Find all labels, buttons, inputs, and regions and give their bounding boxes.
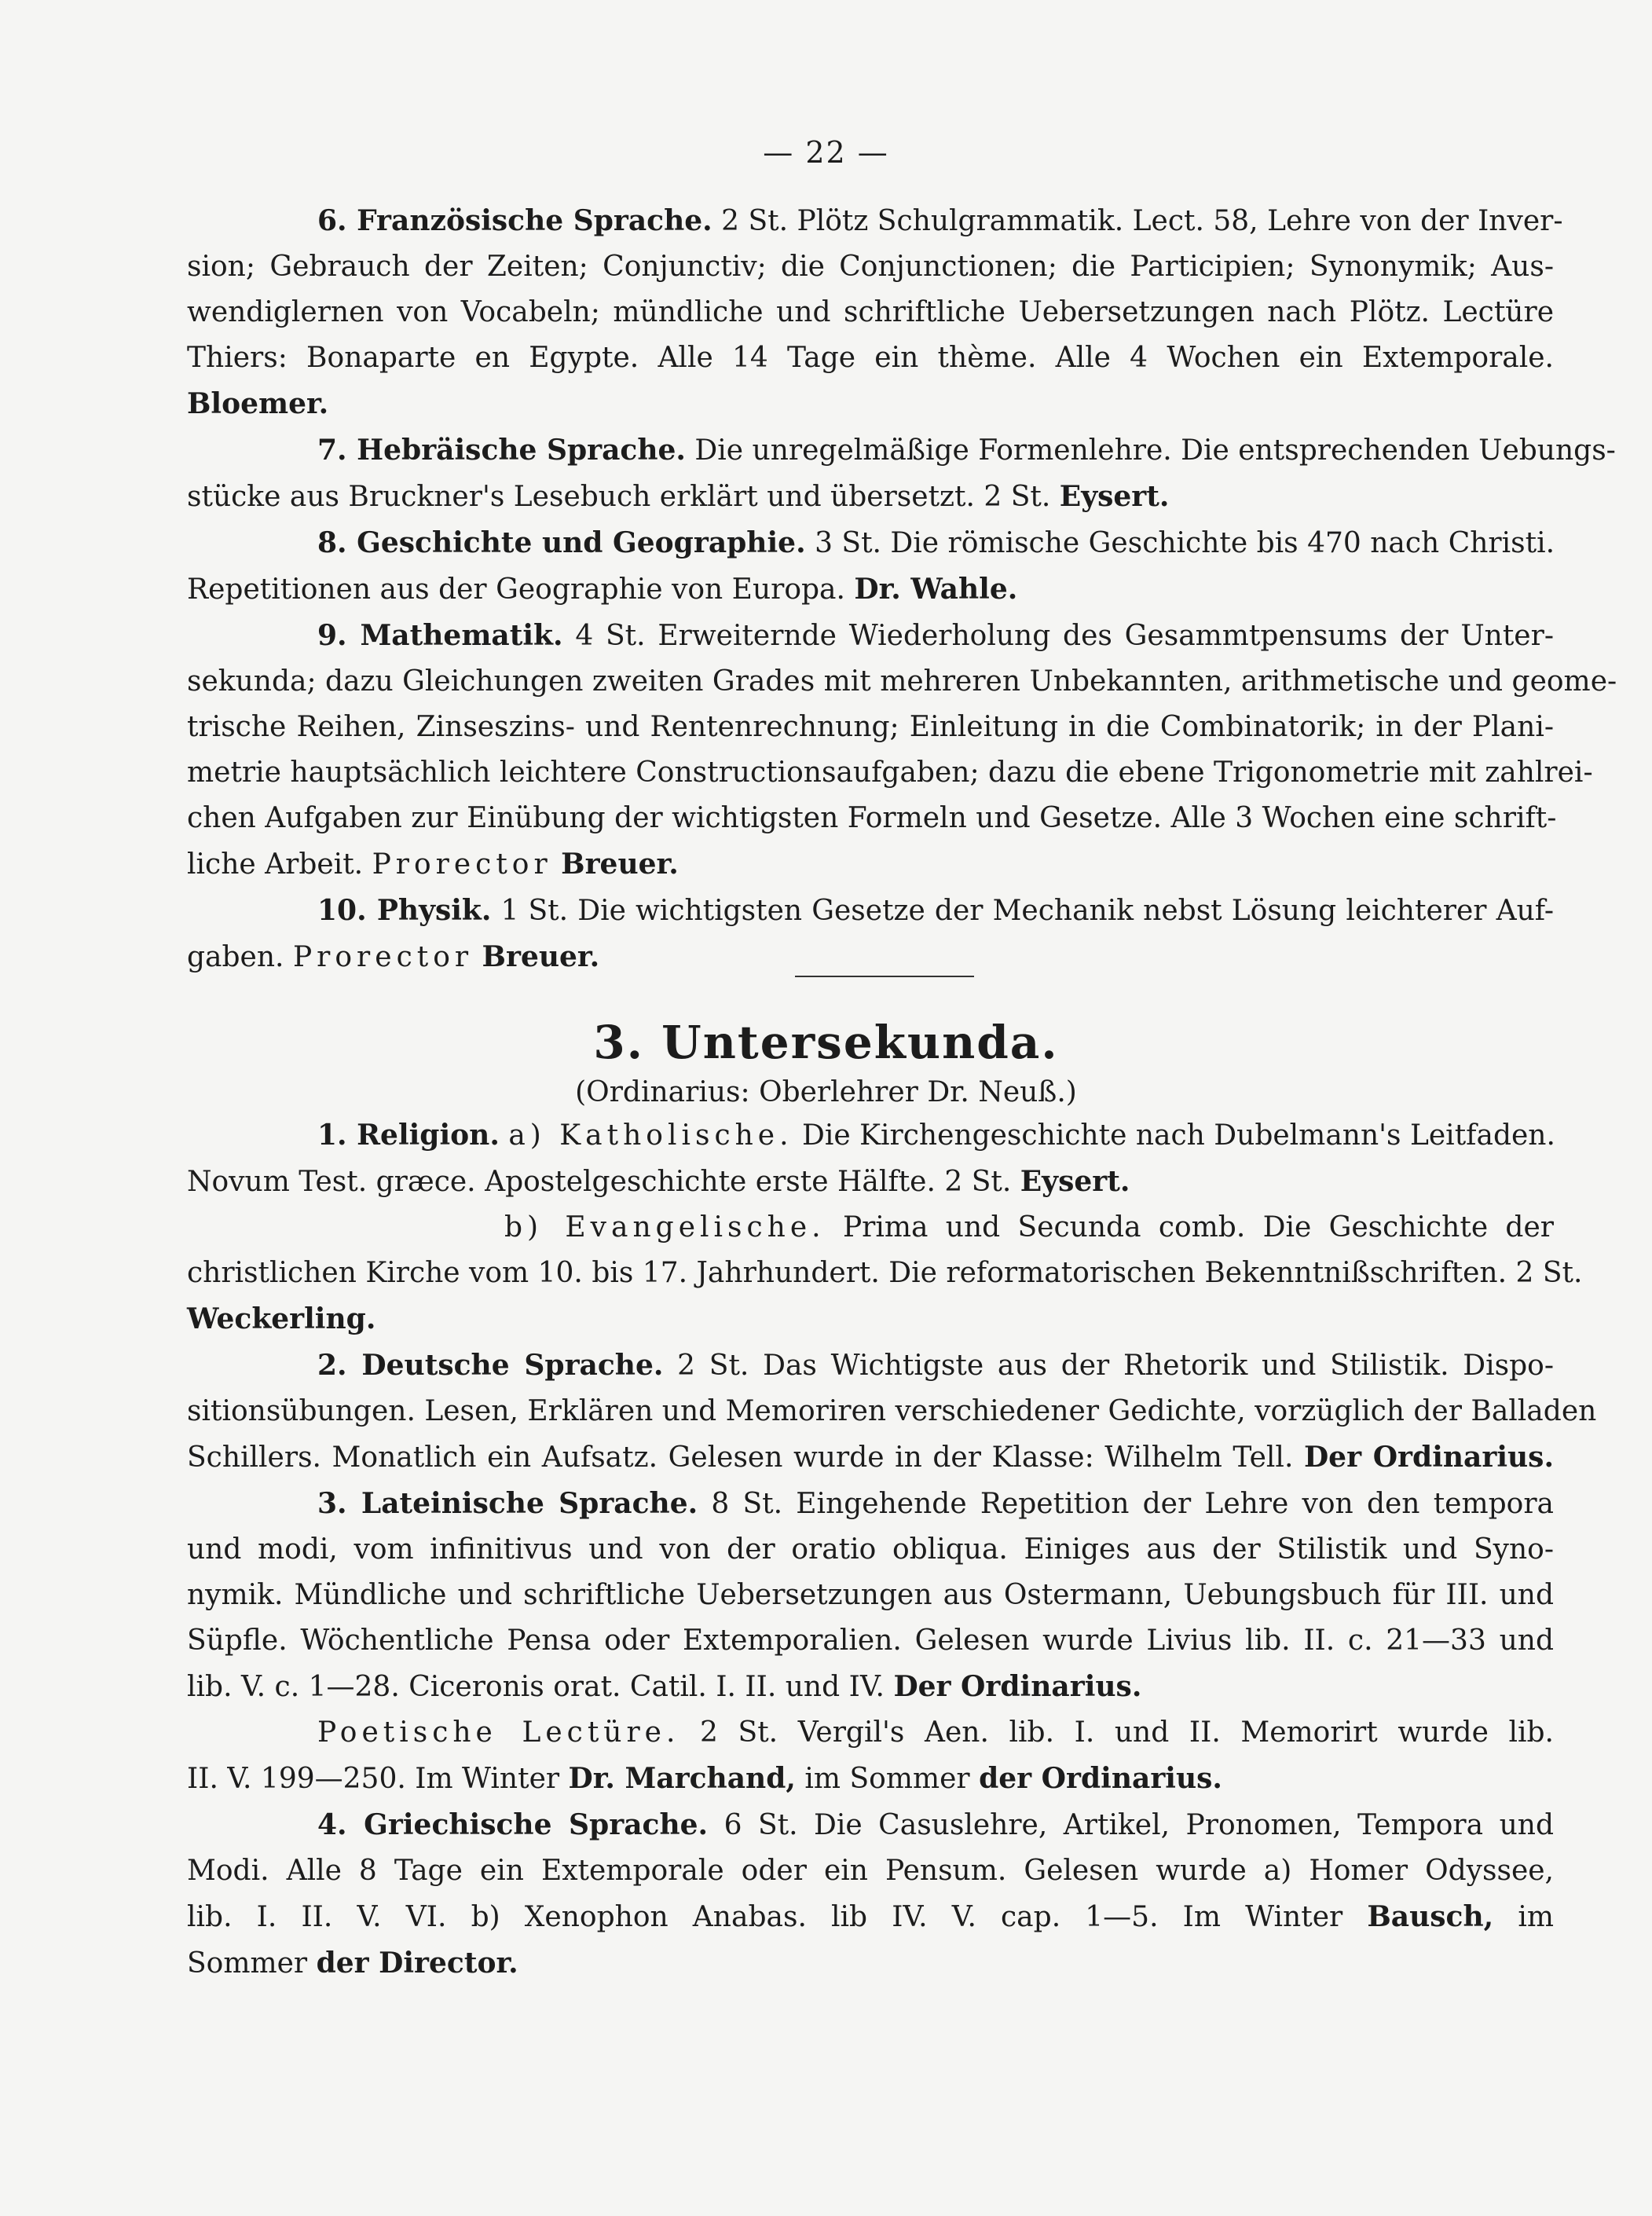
curriculum-part-1: 6. Französische Sprache. 2 St. Plötz Schulgrammatik. Lect. 58, Lehre von der Inver- sion; Gebrauch der Zeiten; Conjunctiv; die Conjunctionen; die Participien; Synonymik; Aus- wendiglernen von Vocabeln; mündliche und schriftliche Uebersetzungen nach Plötz. Lectüre Thiers: Bonaparte en Egypte. Alle 14 Tage ein thème. Alle 4 Wochen ein Extemporale. Bloemer. 7. Hebräische Sprache. Die unregelmäßige Formenlehre. Die entsprechenden Uebungs- stücke aus Bruckner's Lesebuch erklärt und übersetzt. 2 St. Eysert. 8. Geschichte und Geographie. 3 St. Die römische Geschichte bis 470 nach Christi. Repetitionen aus der Geographie von Europa. Dr. Wahle. 9. Mathematik. 4 St. Erweiternde Wiederholung des Gesammtpensums der Unter- sekunda; dazu Gleichungen zweiten Grades mit mehreren Unbekannten, arithmetische und geome- trische Reihen, Zinseszins- und Rentenrechnung; Einleitung in die Combinatorik; in der Plani- metrie hauptsächlich leichtere Constructionsaufgaben; dazu die ebene Trigonometrie mit zahlrei- chen Aufgaben zur Einübung der wichtigsten Formeln und Gesetze. Alle 3 Wochen eine schrift- liche Arbeit. Prorector Breuer. 10. Physik. 1 St. Die wichtigsten Gesetze der Mechanik nebst Lösung leichterer Auf- gaben. Prorector Breuer. — [187, 198, 1554, 980]
subject-heading: 4. Griechische Sprache. — [317, 1808, 709, 1841]
subject-heading: 3. Lateinische Sprache. — [317, 1487, 698, 1520]
paragraph-griechisch: 4. Griechische Sprache. 6 St. Die Casuslehre, Artikel, Pronomen, Tempora und — [317, 1808, 1554, 1841]
paragraph-geschichte: 8. Geschichte und Geographie. 3 St. Die römische Geschichte bis 470 nach Christi. — [317, 526, 1555, 559]
teacher-name: Dr. Marchand, — [568, 1762, 796, 1795]
teacher-name: der Director. — [316, 1947, 518, 1980]
paragraph-deutsch: 2. Deutsche Sprache. 2 St. Das Wichtigste aus der Rhetorik und Stilistik. Dispo- — [317, 1349, 1554, 1382]
teacher-name: Breuer. — [482, 940, 600, 973]
teacher-role: Prorector — [292, 941, 474, 973]
subject-heading: 1. Religion. — [317, 1119, 500, 1152]
teacher-name: der Ordinarius. — [979, 1762, 1222, 1795]
teacher-name: Der Ordinarius. — [1303, 1441, 1554, 1474]
paragraph-physik: 10. Physik. 1 St. Die wichtigsten Gesetze der Mechanik nebst Lösung leichterer Auf- — [317, 894, 1554, 927]
teacher-name: Der Ordinarius. — [893, 1670, 1142, 1703]
teacher-name: Eysert. — [1059, 480, 1170, 513]
curriculum-part-2: 1. Religion. a) Katholische. Die Kirchengeschichte nach Dubelmann's Leitfaden. Novum Test. græce. Apostelgeschichte erste Hälfte. 2 St. Eysert. b) Evangelische. Prima und Secunda comb. Die Geschichte der christlichen Kirche vom 10. bis 17. Jahrhundert. Die reformatorischen Bekenntnißschriften. 2 St. Weckerling. 2. Deutsche Sprache. 2 St. Das Wichtigste aus der Rhetorik und Stilistik. Dispo- sitionsübungen. Lesen, Erklären und Memoriren verschiedener Gedichte, vorzüglich der Balladen Schillers. Monatlich ein Aufsatz. Gelesen wurde in der Klasse: Wilhelm Tell. Der Ordinarius. 3. Lateinische Sprache. 8 St. Eingehende Repetition der Lehre von den tempora und modi, vom infinitivus und von der oratio obliqua. Einiges aus der Stilistik und Syno- nymik. Mündliche und schriftliche Uebersetzungen aus Ostermann, Uebungsbuch für III. und Süpfle. Wöchentliche Pensa oder Extemporalien. Gelesen wurde Livius lib. II. c. 21—33 und lib. V. c. 1—28. Ciceronis orat. Catil. I. II. und IV. Der Ordinarius. Poetische Lectüre. 2 St. Vergil's Aen. lib. I. und II. Memorirt wurde lib. II. V. 199—250. Im Winter Dr. Marchand, im Sommer der Ordinarius. 4. Griechische Sprache. 6 St. Die Casuslehre, Artikel, Pronomen, Tempora und Modi. Alle 8 Tage ein Extemporale oder ein Pensum. Gelesen wurde a) Homer Odyssee, lib. I. II. V. VI. b) Xenophon Anabas. lib IV. V. cap. 1—5. Im Winter Bausch, im Sommer der Director. — [187, 1112, 1554, 1987]
paragraph-religion: 1. Religion. a) Katholische. Die Kirchengeschichte nach Dubelmann's Leitfaden. — [317, 1119, 1555, 1152]
paragraph-latein: 3. Lateinische Sprache. 8 St. Eingehende Repetition der Lehre von den tempora — [317, 1487, 1554, 1520]
section-divider — [795, 976, 974, 977]
teacher-name: Bausch, — [1367, 1900, 1494, 1933]
subject-heading: 6. Französische Sprache. — [317, 204, 712, 237]
teacher-name: Breuer. — [561, 848, 679, 881]
section-title: 3. Untersekunda. — [593, 1016, 1059, 1069]
teacher-name: Eysert. — [1020, 1165, 1130, 1198]
teacher-role: Prorector — [372, 848, 552, 881]
teacher-name: Weckerling. — [187, 1302, 376, 1335]
subject-heading: 2. Deutsche Sprache. — [317, 1349, 664, 1382]
section-subtitle: (Ordinarius: Oberlehrer Dr. Neuß.) — [575, 1076, 1077, 1108]
subject-heading: 8. Geschichte und Geographie. — [317, 526, 806, 559]
teacher-name: Bloemer. — [187, 387, 329, 420]
page-number: — 22 — — [763, 135, 889, 170]
paragraph-poetische-lectuere: Poetische Lectüre. 2 St. Vergil's Aen. lib. I. und II. Memorirt wurde lib. — [317, 1716, 1555, 1749]
paragraph-mathematik: 9. Mathematik. 4 St. Erweiternde Wiederholung des Gesammtpensums der Unter- — [317, 619, 1554, 652]
subject-heading: 10. Physik. — [317, 894, 492, 927]
subject-heading: 9. Mathematik. — [317, 619, 563, 652]
paragraph-franzoesisch: 6. Französische Sprache. 2 St. Plötz Schulgrammatik. Lect. 58, Lehre von der Inver- — [317, 204, 1563, 237]
paragraph-hebraeisch: 7. Hebräische Sprache. Die unregelmäßige Formenlehre. Die entsprechenden Uebungs- — [317, 434, 1616, 467]
subject-heading: 7. Hebräische Sprache. — [317, 434, 686, 467]
teacher-name: Dr. Wahle. — [854, 573, 1018, 606]
